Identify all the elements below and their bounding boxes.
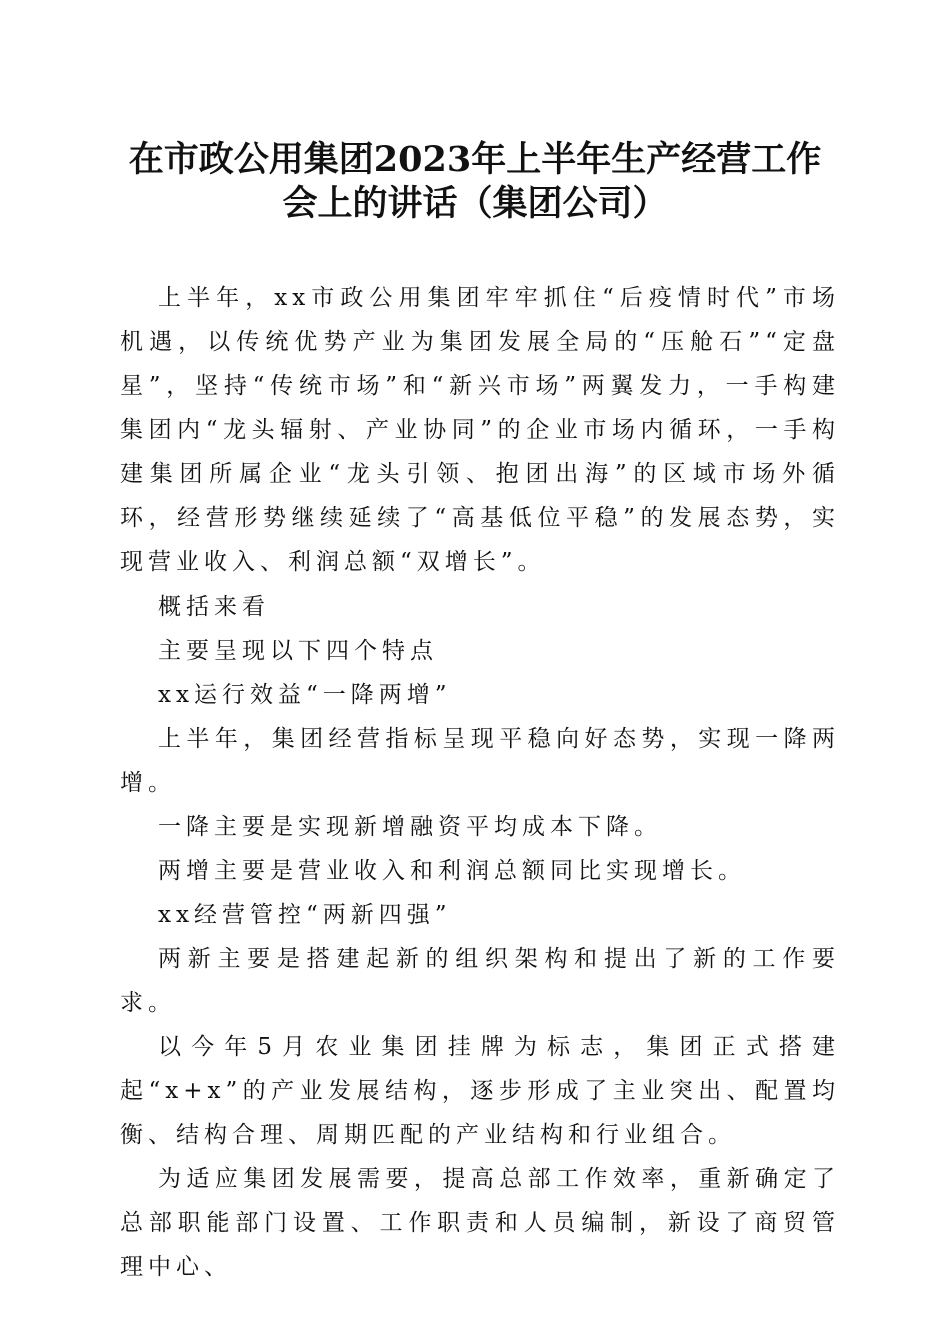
document-body-intro [120, 276, 840, 584]
document-title-line-1: 在市政公用集团2023年上半年生产经营工作 [128, 139, 822, 180]
paragraph-one-decrease: 一降主要是实现新增融资平均成本下降。 [158, 814, 662, 840]
heading-operating-efficiency: xx运行效益“一降两增” [158, 682, 452, 708]
document-body [120, 585, 840, 1289]
paragraph-features: 主要呈现以下四个特点 [158, 638, 438, 664]
paragraph-department-setup: 为适应集团发展需要，提高总部工作效率，重新确定了总部职能部门设置、工作职责和人员编制，新设了商贸管理中心、 [120, 1166, 840, 1280]
document-title-line-2: 会上的讲话（集团公司） [282, 183, 668, 224]
paragraph-two-new: 两新主要是搭建起新的组织架构和提出了新的工作要求。 [120, 946, 840, 1016]
paragraph-industry-structure: 以今年5月农业集团挂牌为标志，集团正式搭建起“x+x”的产业发展结构，逐步形成了主业突出、配置均衡、结构合理、周期匹配的产业结构和行业组合。 [120, 1034, 840, 1148]
paragraph-intro: 上半年，xx市政公用集团牢牢抓住“后疫情时代”市场机遇，以传统优势产业为集团发展全局的“压舱石”“定盘星”，坚持“传统市场”和“新兴市场”两翼发力，一手构建集团内“龙头辐射、产业协同”的企业市场内循环，一手构建集团所属企业“龙头引领、抱团出海”的区域市场外循环，经营形势继续延续了“高基低位平稳”的发展态势，实现营业收入、利润总额“双增长”。 [120, 285, 840, 575]
paragraph-summary: 概括来看 [158, 594, 270, 620]
paragraph-two-increases: 两增主要是营业收入和利润总额同比实现增长。 [158, 858, 746, 884]
heading-operation-control: xx经营管控“两新四强” [158, 902, 452, 928]
paragraph-indicators: 上半年，集团经营指标呈现平稳向好态势，实现一降两增。 [120, 726, 840, 796]
